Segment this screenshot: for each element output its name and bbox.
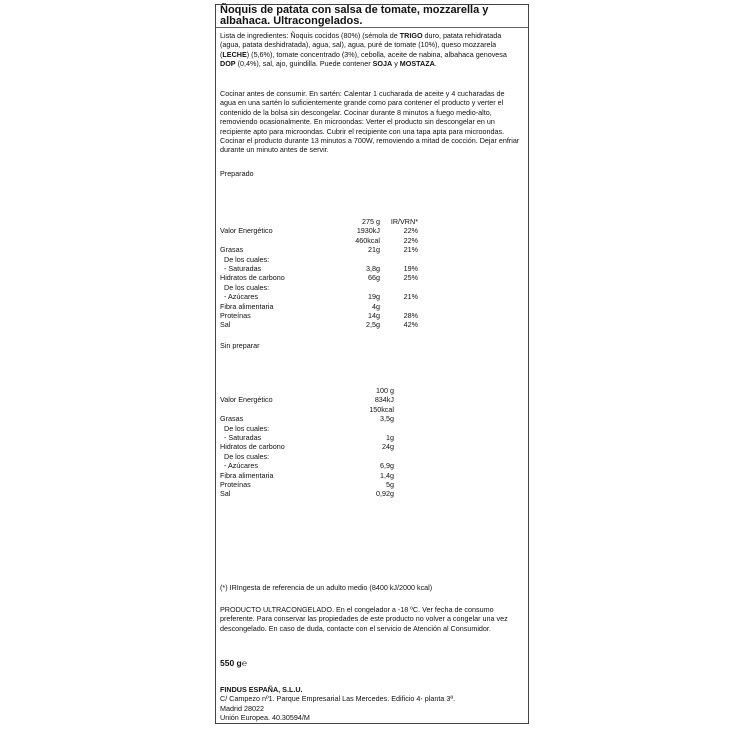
unprepared-row (220, 414, 394, 423)
unprepared-row (220, 405, 394, 414)
prepared-percent: 19% (403, 263, 418, 273)
unprepared-nutrient-name: Grasas (220, 414, 244, 424)
unprepared-nutrient-name: Sal (220, 489, 231, 499)
unprepared-value: 5g (386, 479, 394, 489)
unprepared-header-row (220, 386, 394, 395)
prepared-nutrient-name: - Saturadas (224, 263, 262, 273)
unprepared-nutrient-name: - Saturadas (224, 432, 262, 442)
unprepared-value: 6,9g (380, 461, 394, 471)
prepared-row (220, 310, 418, 320)
unprepared-value: 150kcal (369, 404, 394, 414)
unprepared-row (220, 461, 394, 470)
unprepared-nutrient-name: - Azúcares (224, 461, 258, 471)
unprepared-nutrient-name: Fibra alimentaria (220, 470, 274, 480)
unprepared-col1-header: 100 g (376, 386, 394, 395)
prepared-percent: 22% (403, 235, 418, 245)
unprepared-nutrient-name: De los cuales: (224, 451, 270, 461)
prepared-value: 66g (368, 273, 380, 283)
prepared-value: 21g (368, 245, 380, 255)
prepared-nutrient-name: Proteínas (220, 310, 251, 320)
unprepared-heading: Sin preparar (220, 341, 260, 350)
prepared-value: 460kcal (355, 235, 380, 245)
company-info (220, 685, 522, 723)
company-address: C/ Campezo nº1. Parque Empresarial Las Mercedes. Edificio 4- planta 3ª. (220, 694, 455, 704)
divider (216, 27, 528, 28)
ingredients-text: Lista de ingredientes: Ñoquis cocidos (80%) (sémola de TRIGO duro, patata rehidratada (agua, patata deshidratada), agua, sal), agua, puré de tomate (10%), queso mozzarela (LECHE) (5,6%), tomate concentrado (3%), cebolla, aceite de nabina, albahaca genovesa DOP (0,4%), sal, ajo, guindilla. Puede contener SOJA y MOSTAZA. (220, 31, 507, 69)
prepared-value: 14g (368, 310, 380, 320)
prepared-row (220, 226, 418, 236)
unprepared-row (220, 395, 394, 404)
unprepared-value: 1,4g (380, 470, 394, 480)
unprepared-row (220, 452, 394, 461)
prepared-nutrient-name: Grasas (220, 245, 244, 255)
prepared-row (220, 283, 380, 292)
company-name: FINDUS ESPAÑA, S.L.U. (220, 685, 303, 694)
unprepared-row (220, 442, 394, 451)
unprepared-row (220, 424, 394, 433)
unprepared-row (220, 433, 394, 442)
net-weight: 550 g℮ (220, 658, 247, 668)
prepared-percent: 42% (403, 320, 418, 330)
prepared-nutrient-name: Fibra alimentaria (220, 301, 274, 311)
unprepared-row (220, 471, 394, 480)
unprepared-nutrition-table (220, 386, 394, 499)
prepared-heading: Preparado (220, 169, 254, 178)
prepared-percent: 21% (403, 245, 418, 255)
prepared-nutrient-name: - Azúcares (224, 292, 258, 302)
cooking-instructions: Cocinar antes de consumir. En sartén: Calentar 1 cucharada de aceite y 4 cucharadas de agua en una sartén lo suficientemente grande como para contener el producto y verter el contenido de la bolsa sin descongelar. Cocinar durante 8 minutos a fuego medio-alto, removiendo ocasionalmente. En microondas: Verter el producto sin descongelar en un recipiente apto para microondas. Cubrir el recipiente con una tapa apta para microondas. Cocinar el producto durante 13 minutos a 700W, removiendo a mitad de cocción. Dejar enfriar durante un minuto antes de servir. (220, 89, 520, 155)
prepared-value: 1930kJ (356, 226, 380, 236)
prepared-row (220, 245, 418, 255)
prepared-value: 3,8g (366, 263, 380, 273)
storage-instructions: PRODUCTO ULTRACONGELADO. En el congelador a -18 ºC. Ver fecha de consumo preferente. Para conservar las propiedades de este producto no volver a congelar una vez descongelado. En caso de duda, contacte con el servicio de Atención al Consumidor. (220, 605, 508, 633)
prepared-row (220, 235, 418, 245)
unprepared-value: 3,5g (380, 414, 394, 424)
company-city: Madrid 28022 (220, 703, 264, 713)
prepared-nutrition-table (220, 217, 418, 330)
unprepared-value: 834kJ (374, 395, 394, 405)
prepared-col1-header: 275 g (362, 217, 380, 226)
company-region: Unión Europea. 40.30594/M (220, 713, 310, 723)
unprepared-row (220, 489, 394, 498)
prepared-nutrient-name: De los cuales: (224, 254, 270, 264)
prepared-row (220, 263, 418, 273)
unprepared-nutrient-name: Valor Energético (220, 395, 273, 405)
reference-footnote: (*) IRIngesta de referencia de un adulto medio (8400 kJ/2000 kcal) (220, 583, 433, 592)
unprepared-value: 0,92g (376, 489, 394, 499)
prepared-nutrient-name: Sal (220, 320, 231, 330)
prepared-percent: 28% (403, 310, 418, 320)
prepared-row (220, 320, 418, 330)
prepared-nutrient-name: De los cuales: (224, 282, 270, 292)
prepared-percent: 22% (403, 226, 418, 236)
prepared-row (220, 292, 418, 302)
prepared-row (220, 273, 418, 283)
prepared-col2-header: IR/VRN* (390, 217, 418, 226)
prepared-percent: 21% (403, 292, 418, 302)
prepared-value: 19g (368, 292, 380, 302)
unprepared-nutrient-name: Hidratos de carbono (220, 442, 285, 452)
prepared-nutrient-name: Valor Energético (220, 226, 273, 236)
prepared-value: 4g (372, 301, 380, 311)
unprepared-nutrient-name: De los cuales: (224, 423, 270, 433)
unprepared-value: 1g (386, 432, 394, 442)
unprepared-nutrient-name: Proteínas (220, 479, 251, 489)
prepared-nutrient-name: Hidratos de carbono (220, 273, 285, 283)
prepared-row (220, 255, 380, 264)
prepared-row (220, 302, 380, 311)
prepared-value: 2,5g (366, 320, 380, 330)
unprepared-row (220, 480, 394, 489)
product-title: Ñoquis de patata con salsa de tomate, mozzarella y albahaca. Ultracongelados. (220, 4, 489, 27)
prepared-header-row (220, 217, 418, 226)
unprepared-value: 24g (382, 442, 394, 452)
product-label (215, 4, 529, 724)
prepared-percent: 25% (403, 273, 418, 283)
